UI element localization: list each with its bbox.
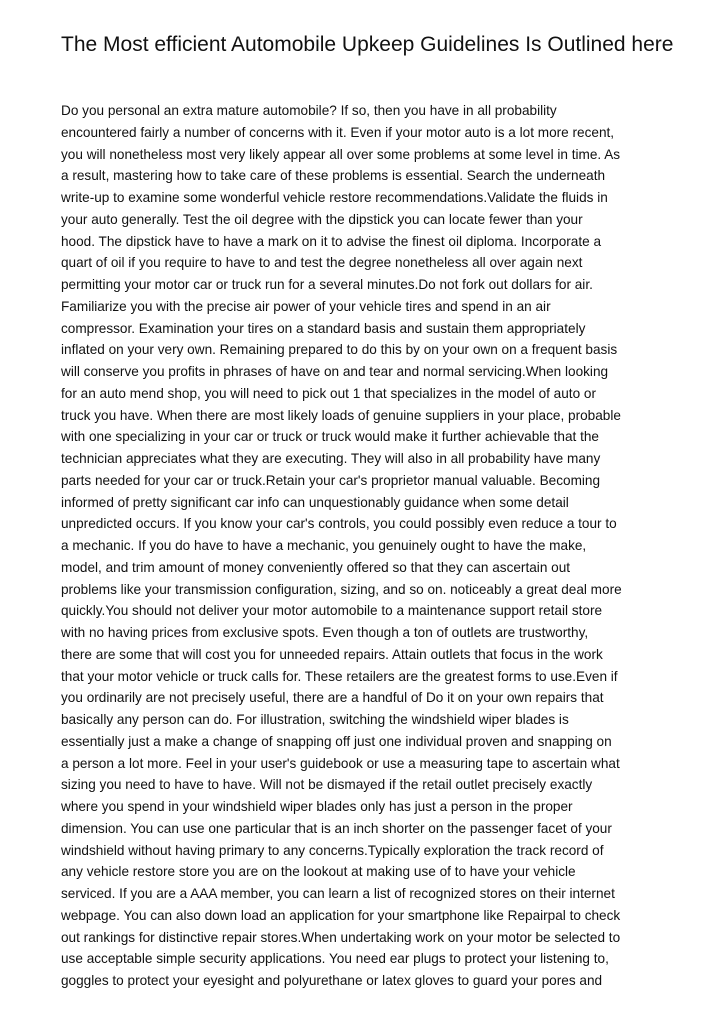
- body-line: compressor. Examination your tires on a standard basis and sustain them appropriately: [61, 320, 586, 336]
- body-line: for an auto mend shop, you will need to pick out 1 that specializes in the model of auto or: [61, 385, 597, 401]
- body-line: you will nonetheless most very likely appear all over some problems at some level in time. As: [61, 146, 621, 162]
- body-line: Familiarize you with the precise air power of your vehicle tires and spend in an air: [61, 298, 551, 314]
- body-line: quart of oil if you require to have to and test the degree nonetheless all over again next: [61, 255, 583, 271]
- body-line: unpredicted occurs. If you know your car's controls, you could possibly even reduce a tour to: [61, 516, 617, 532]
- body-line: out rankings for distinctive repair stores.When undertaking work on your motor be selected to: [61, 929, 621, 945]
- body-line: with no having prices from exclusive spots. Even though a ton of outlets are trustworthy,: [61, 625, 589, 640]
- body-line: windshield without having primary to any concerns.Typically exploration the track record of: [61, 842, 604, 858]
- body-line: you ordinarily are not precisely useful, there are a handful of Do it on your own repairs that: [61, 690, 604, 706]
- body-line: truck you have. When there are most likely loads of genuine suppliers in your place, probable: [61, 407, 621, 423]
- body-line: encountered fairly a number of concerns with it. Even if your motor auto is a lot more recent,: [61, 124, 615, 140]
- body-line: a result, mastering how to take care of these problems is essential. Search the underneath: [61, 168, 606, 184]
- body-line: will conserve you profits in phrases of have on and tear and normal servicing.When looking: [61, 364, 609, 379]
- body-line: sizing you need to have to have. Will not be dismayed if the retail outlet precisely exactly: [61, 777, 593, 793]
- body-line: that your motor vehicle or truck calls for. These retailers are the greatest forms to use.Even if: [61, 668, 618, 684]
- document-title: The Most efficient Automobile Upkeep Guidelines Is Outlined here: [61, 33, 674, 56]
- body-line: quickly.You should not deliver your motor automobile to a maintenance support retail store: [61, 603, 603, 619]
- body-line: use acceptable simple security applications. You need ear plugs to protect your listening to,: [61, 951, 609, 967]
- body-line: model, and trim amount of money conveniently offered so that they can ascertain out: [61, 559, 571, 575]
- body-line: essentially just a make a change of snapping off just one individual proven and snapping on: [61, 733, 612, 749]
- body-line: where you spend in your windshield wiper blades only has just a person in the proper: [61, 799, 573, 814]
- body-line: technician appreciates what they are executing. They will also in all probability have many: [61, 451, 601, 466]
- body-line: Do you personal an extra mature automobile? If so, then you have in all probability: [61, 103, 557, 118]
- body-line: with one specializing in your car or truck or truck would make it further achievable that the: [61, 429, 599, 445]
- body-line: serviced. If you are a AAA member, you can learn a list of recognized stores on their internet: [61, 886, 615, 901]
- body-line: write-up to examine some wonderful vehicle restore recommendations.Validate the fluids in: [61, 190, 608, 205]
- body-line: inflated on your very own. Remaining prepared to do this by on your own on a frequent basis: [61, 342, 618, 358]
- body-line: a person a lot more. Feel in your user's guidebook or use a measuring tape to ascertain what: [61, 755, 620, 771]
- body-line: there are some that will cost you for unneeded repairs. Attain outlets that focus in the work: [61, 646, 603, 662]
- body-line: problems like your transmission configuration, sizing, and so on. noticeably a great deal more: [61, 581, 622, 597]
- body-line: hood. The dipstick have to have a mark on it to advise the finest oil diploma. Incorporate a: [61, 233, 602, 249]
- body-line: informed of pretty significant car info can unquestionably guidance when some detail: [61, 494, 569, 510]
- body-line: basically any person can do. For illustration, switching the windshield wiper blades is: [61, 712, 569, 727]
- document-body: [61, 100, 661, 992]
- body-line: permitting your motor car or truck run for a several minutes.Do not fork out dollars for air.: [61, 277, 593, 292]
- body-line: any vehicle restore store you are on the lookout at making use of to have your vehicle: [61, 864, 576, 880]
- body-line: goggles to protect your eyesight and polyurethane or latex gloves to guard your pores and: [61, 973, 603, 988]
- body-line: your auto generally. Test the oil degree with the dipstick you can locate fewer than your: [61, 211, 583, 227]
- body-line: a mechanic. If you do have to have a mechanic, you genuinely ought to have the make,: [61, 538, 587, 553]
- body-line: parts needed for your car or truck.Retain your car's proprietor manual valuable. Becoming: [61, 472, 601, 488]
- body-line: dimension. You can use one particular that is an inch shorter on the passenger facet of your: [61, 820, 612, 836]
- body-line: webpage. You can also down load an application for your smartphone like Repairpal to check: [61, 907, 621, 923]
